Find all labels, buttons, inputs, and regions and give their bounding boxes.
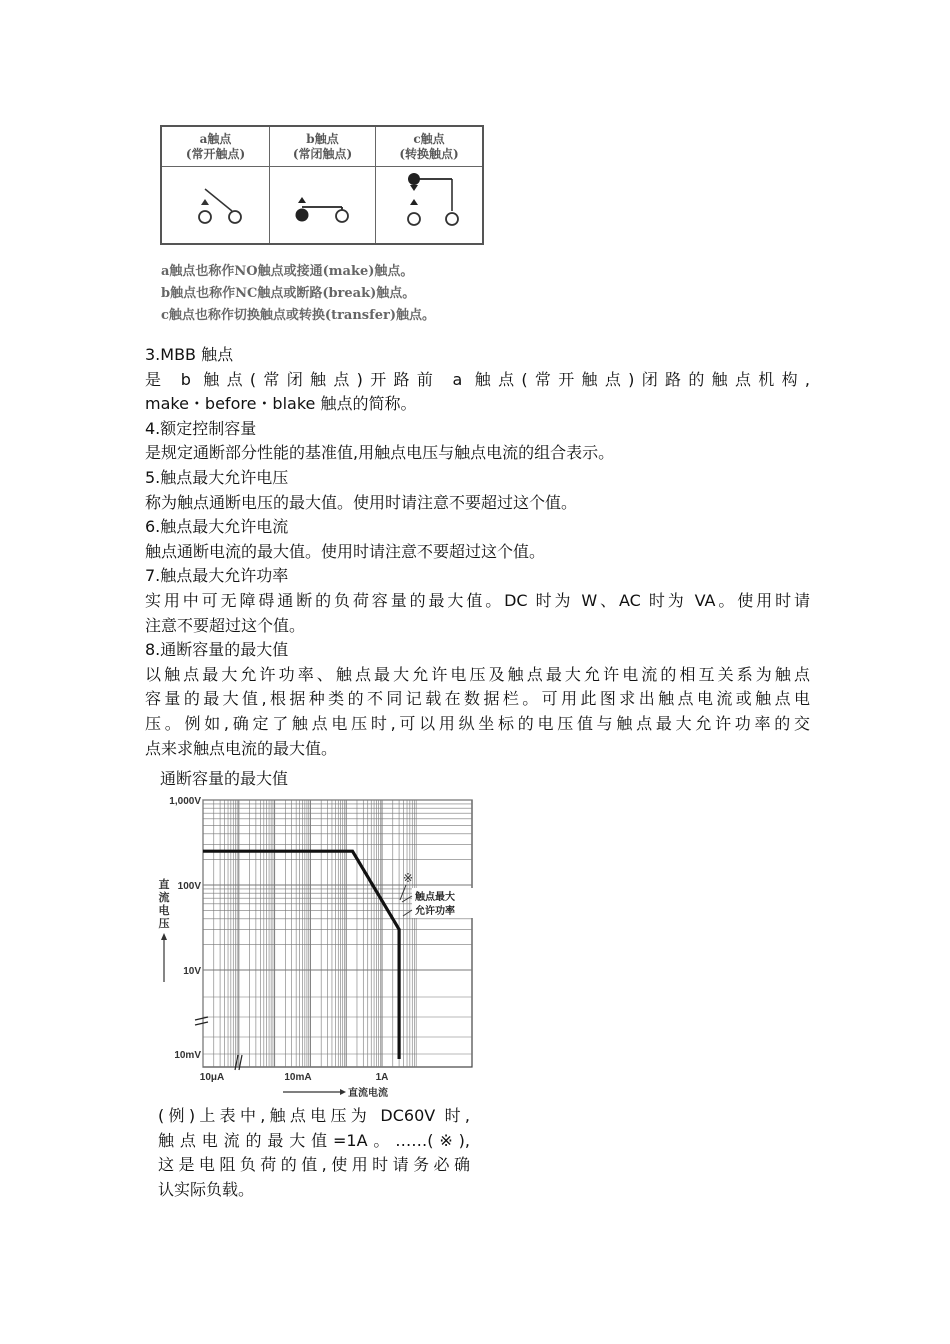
paragraph-line: 是规定通断部分性能的基准值,用触点电压与触点电流的组合表示。: [145, 443, 615, 463]
header-name: a触点: [199, 131, 232, 146]
annotation-label: 触点最大: [415, 892, 455, 903]
header-sub: (转换触点): [399, 146, 459, 161]
table-header-a: [162, 127, 270, 167]
header-name: b触点: [306, 131, 339, 146]
note-a: a触点也称作NO触点或接通(make)触点。: [161, 264, 414, 279]
section-heading: 7.触点最大允许功率: [145, 566, 289, 586]
nc-contact-icon: [270, 167, 374, 243]
chart-marks: [159, 796, 475, 1097]
chart-title: 通断容量的最大值: [160, 769, 289, 788]
example-text: [158, 1104, 470, 1202]
paragraph-line: 压。例如,确定了触点电压时,可以用纵坐标的电压值与触点最大允许功率的交: [145, 713, 810, 733]
chart-grid: [195, 800, 472, 1070]
a-contact-symbol: [162, 167, 270, 243]
section-heading: 4.额定控制容量: [145, 418, 257, 438]
note-c: c触点也称作切换触点或转换(transfer)触点。: [161, 308, 435, 323]
axis-break-mark: [195, 1022, 208, 1025]
example-line: (例)上表中,触点电压为 DC60V 时,: [158, 1106, 470, 1125]
axis-break-mark: [195, 1017, 208, 1020]
y-axis-label-char: 流: [158, 891, 170, 904]
y-axis-label-char: 压: [158, 917, 170, 930]
header-sub: (常开触点): [185, 146, 246, 161]
y-axis-label-char: 直: [158, 878, 170, 891]
b-contact-symbol: [270, 167, 376, 243]
example-line: 认实际负载。: [158, 1179, 255, 1199]
reference-mark: ※: [402, 871, 414, 885]
x-tick-label: 10μA: [199, 1072, 225, 1083]
capacity-limit-line: [203, 851, 399, 1059]
contact-type-table: [160, 125, 484, 245]
header-sub: (常闭触点): [292, 146, 353, 161]
y-axis-label-char: 电: [158, 904, 170, 917]
capacity-chart: [150, 792, 480, 1097]
plot-frame: [203, 800, 472, 1067]
x-tick-label: 1A: [375, 1072, 389, 1083]
contact-notes: [161, 261, 435, 327]
table-header-b: [270, 127, 376, 167]
paragraph-line: 是 b 触点(常闭触点)开路前 a 触点(常开触点)闭路的触点机构,: [145, 369, 810, 389]
c-contact-symbol: [376, 167, 482, 243]
y-axis-arrowhead: [161, 933, 167, 940]
table-header-c: [376, 127, 482, 167]
header-name: c触点: [413, 131, 445, 146]
x-tick-label: 10mA: [284, 1072, 312, 1083]
section-heading: 6.触点最大允许电流: [145, 517, 289, 537]
y-tick-label: 10V: [183, 966, 201, 977]
x-axis-arrowhead: [340, 1089, 346, 1095]
annotation-leader: [403, 910, 412, 916]
y-tick-label: 1,000V: [169, 796, 201, 807]
section-heading: 8.通断容量的最大值: [145, 640, 289, 660]
body-text: [145, 343, 810, 761]
x-axis-label: 直流电流: [348, 1088, 388, 1097]
annotation-leader: [400, 885, 406, 900]
paragraph-line: 触点通断电流的最大值。使用时请注意不要超过这个值。: [145, 541, 546, 561]
paragraph-line: 容量的最大值,根据种类的不同记载在数据栏。可用此图求出触点电流或触点电: [145, 689, 810, 709]
paragraph-line: 注意不要超过这个值。: [145, 615, 306, 635]
paragraph-line: 称为触点通断电压的最大值。使用时请注意不要超过这个值。: [145, 492, 578, 512]
paragraph-line: 以触点最大允许功率、触点最大允许电压及触点最大允许电流的相互关系为触点: [145, 664, 810, 684]
example-line: 这是电阻负荷的值,使用时请务必确: [158, 1155, 470, 1175]
no-contact-icon: [162, 167, 268, 243]
example-line: 触点电流的最大值=1A。……(※),: [158, 1130, 470, 1150]
y-tick-label: 100V: [177, 881, 201, 892]
paragraph-line: 点来求触点电流的最大值。: [145, 738, 338, 758]
section-heading: 3.MBB 触点: [145, 345, 234, 364]
transfer-contact-icon: [376, 167, 480, 243]
section-heading: 5.触点最大允许电压: [145, 467, 289, 487]
note-b: b触点也称作NC触点或断路(break)触点。: [161, 286, 416, 301]
paragraph-line: 实用中可无障碍通断的负荷容量的最大值。DC 时为 W、AC 时为 VA。使用时请: [145, 590, 810, 610]
axis-break-mark: [239, 1055, 242, 1070]
annotation-label: 允许功率: [415, 906, 455, 917]
paragraph-line: make・before・blake 触点的简称。: [145, 394, 417, 414]
y-tick-label: 10mV: [174, 1050, 201, 1061]
